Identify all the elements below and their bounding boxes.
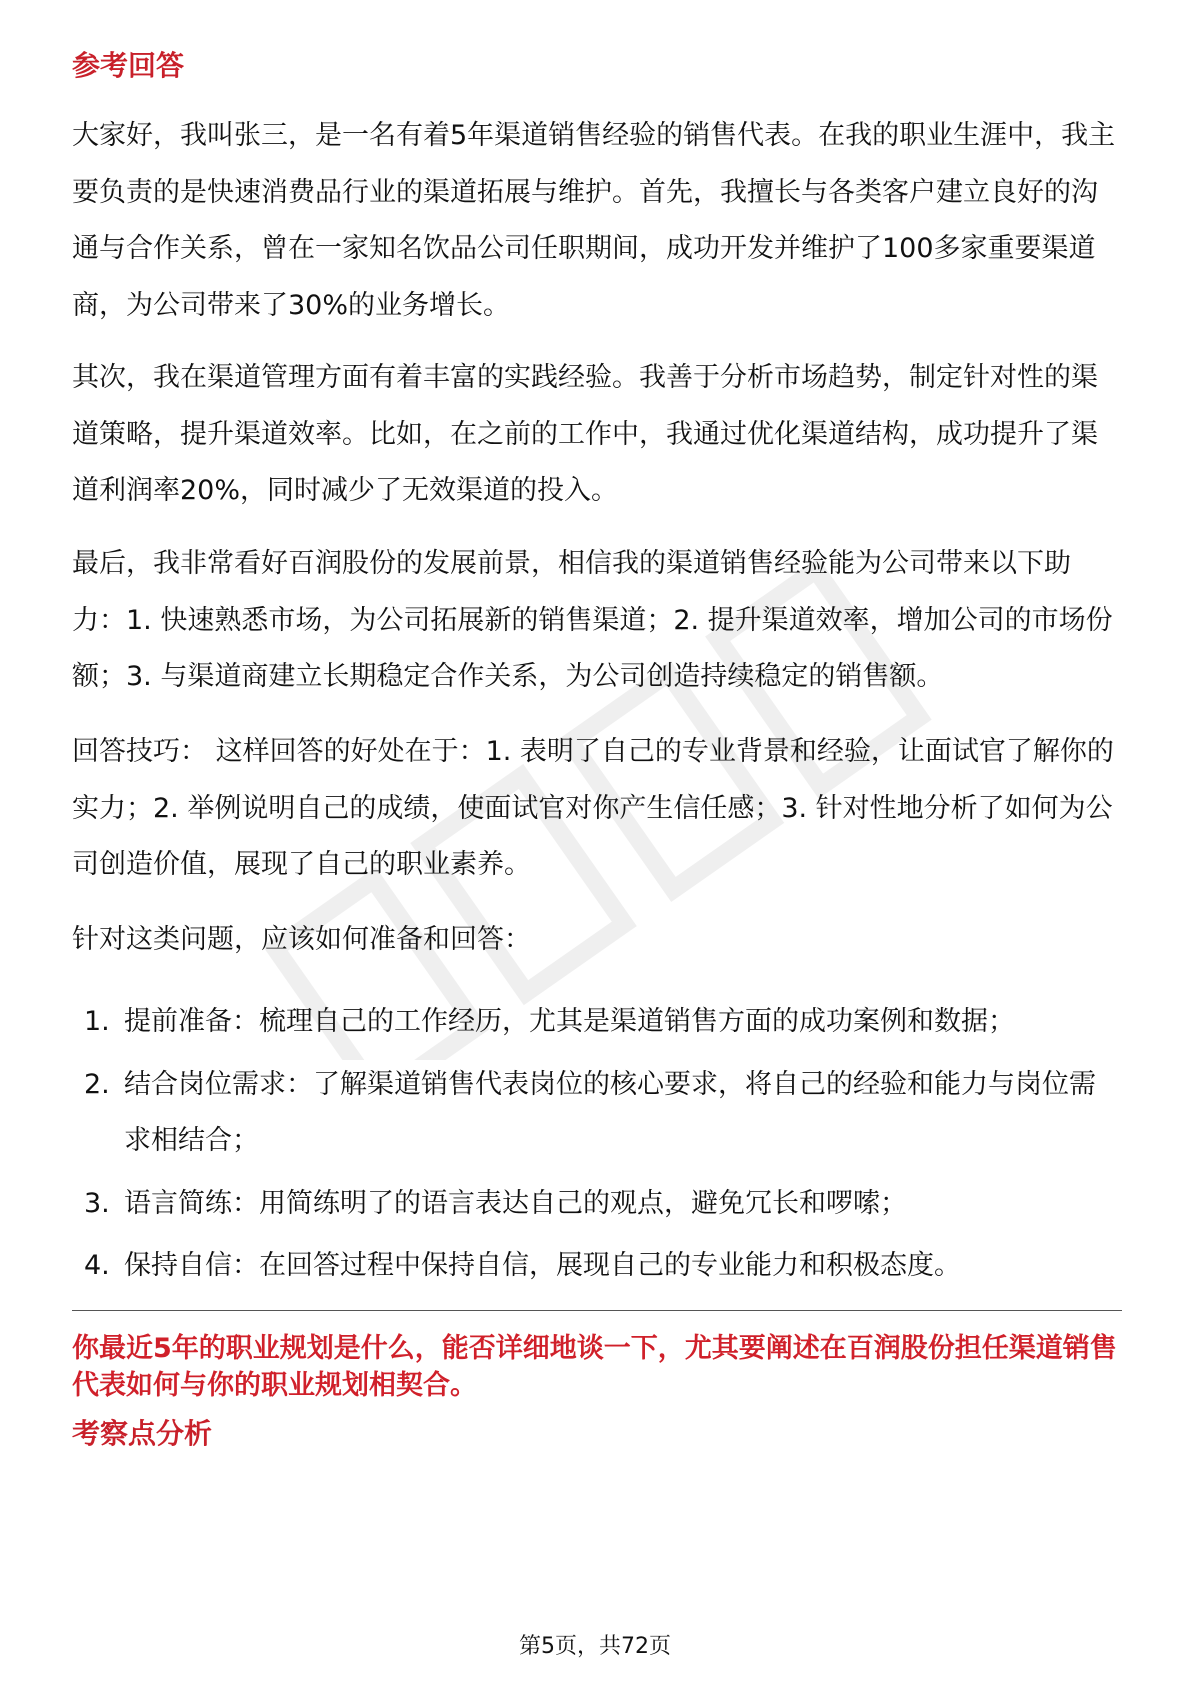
- answer-paragraph-1: 大家好，我叫张三，是一名有着5年渠道销售经验的销售代表。在我的职业生涯中，我主要负责的是快速消费品行业的渠道拓展与维护。首先，我擅长与各类客户建立良好的沟通与合作关系，曾在一家知名饮品公司任职期间，成功开发并维护了100多家重要渠道商，为公司带来了30%的业务增长。: [72, 120, 1116, 321]
- list-item: [72, 1238, 1122, 1295]
- list-item-text: 结合岗位需求：了解渠道销售代表岗位的核心要求，将自己的经验和能力与岗位需求相结合；: [124, 1068, 1096, 1156]
- section-divider: [72, 1310, 1122, 1311]
- list-item: [72, 1176, 1122, 1233]
- answer-paragraph-2: 其次，我在渠道管理方面有着丰富的实践经验。我善于分析市场趋势，制定针对性的渠道策略，提升渠道效率。比如，在之前的工作中，我通过优化渠道结构，成功提升了渠道利润率20%，同时减少了无效渠道的投入。: [72, 362, 1098, 506]
- next-question-heading: 你最近5年的职业规划是什么，能否详细地谈一下，尤其要阐述在百润股份担任渠道销售代表如何与你的职业规划相契合。: [72, 1333, 1117, 1401]
- list-item-number: 4.: [84, 1250, 110, 1281]
- analysis-heading: 考察点分析: [72, 1417, 213, 1450]
- list-item: [72, 1057, 1122, 1170]
- answer-paragraph-3: 最后，我非常看好百润股份的发展前景，相信我的渠道销售经验能为公司带来以下助力：1. 快速熟悉市场，为公司拓展新的销售渠道；2. 提升渠道效率，增加公司的市场份额；3. 与渠道商建立长期稳定合作关系，为公司创造持续稳定的销售额。: [72, 548, 1113, 692]
- list-item-number: 2.: [84, 1068, 110, 1100]
- list-item: [72, 994, 1122, 1051]
- list-item-text: 保持自信：在回答过程中保持自信，展现自己的专业能力和积极态度。: [124, 1250, 961, 1281]
- list-item-text: 提前准备：梳理自己的工作经历，尤其是渠道销售方面的成功案例和数据；: [124, 1006, 1015, 1037]
- reference-answer-heading: 参考回答: [72, 49, 185, 82]
- prep-list: [72, 994, 1122, 1301]
- list-item-number: 1.: [84, 1006, 110, 1037]
- list-item-text: 语言简练：用简练明了的语言表达自己的观点，避免冗长和啰嗦；: [124, 1187, 907, 1219]
- list-item-number: 3.: [84, 1187, 110, 1219]
- prep-intro-paragraph: 针对这类问题，应该如何准备和回答：: [72, 924, 531, 955]
- answer-tips-paragraph: 回答技巧： 这样回答的好处在于：1. 表明了自己的专业背景和经验，让面试官了解你的实力；2. 举例说明自己的成绩，使面试官对你产生信任感；3. 针对性地分析了如何为公司创造价值，展现了自己的职业素养。: [72, 736, 1114, 880]
- page-indicator: 第5页，共72页: [519, 1634, 671, 1659]
